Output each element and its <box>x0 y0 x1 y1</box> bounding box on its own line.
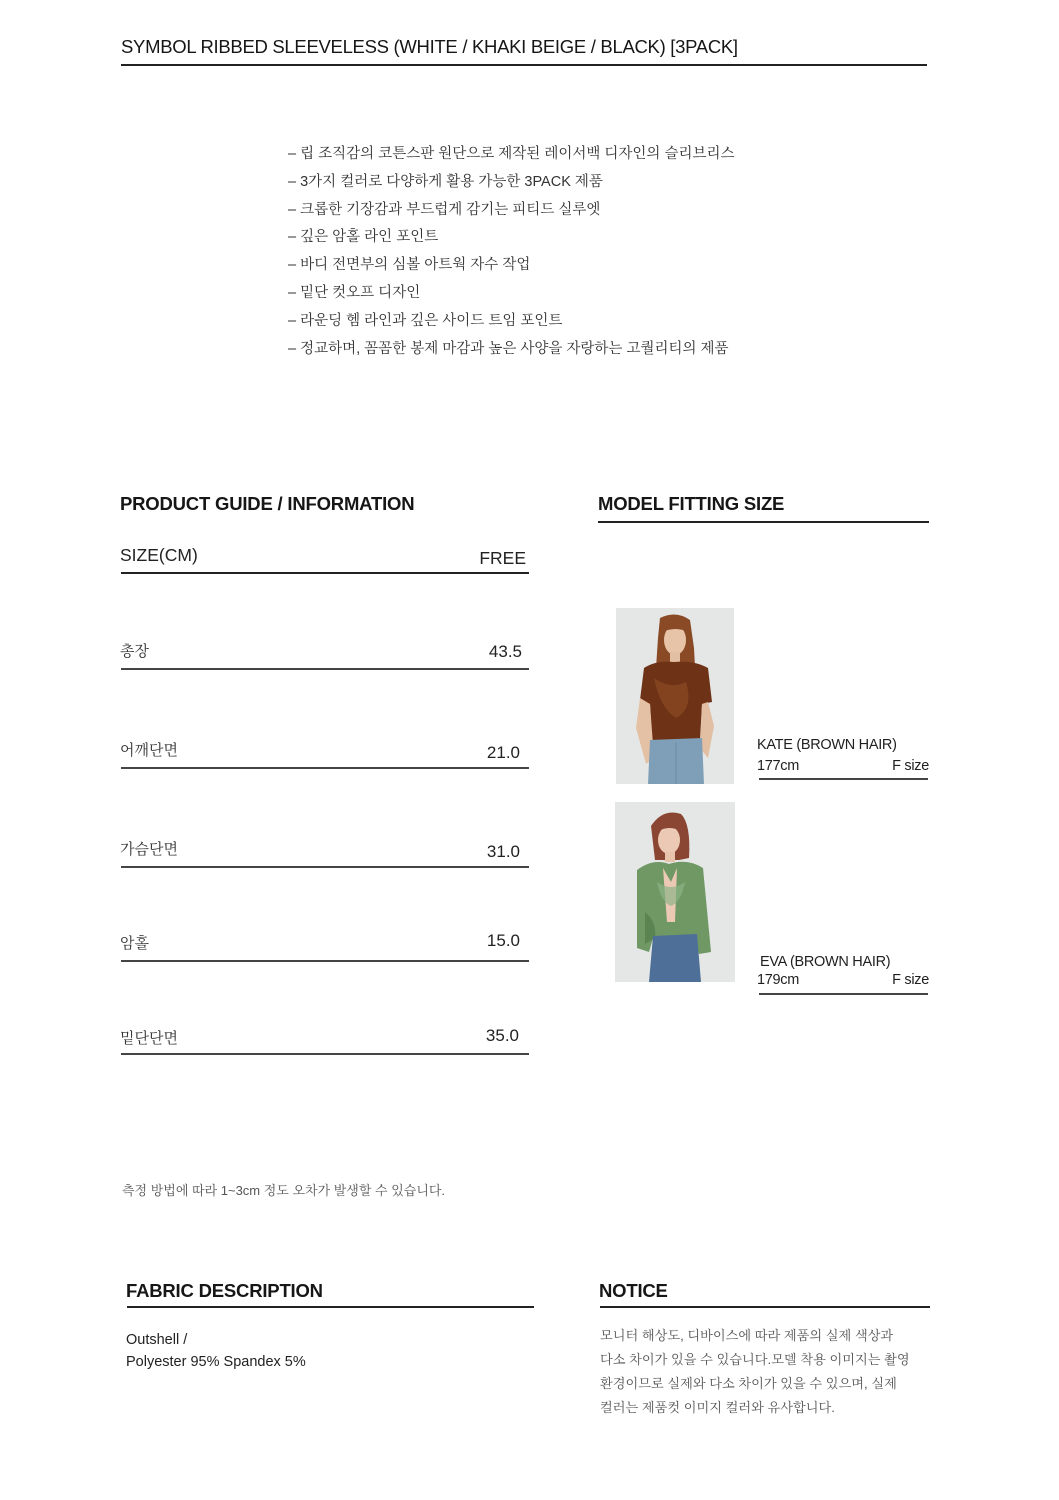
row-label: 암홀 <box>120 935 149 952</box>
model-size: F size <box>892 758 929 774</box>
feature-item: – 정교하며, 꼼꼼한 봉제 마감과 높은 사양을 자랑하는 고퀄리티의 제품 <box>288 340 729 357</box>
feature-item: – 립 조직감의 코튼스판 원단으로 제작된 레이서백 디자인의 슬리브리스 <box>288 146 735 162</box>
row-label: 총장 <box>120 643 149 660</box>
row-value: 43.5 <box>488 642 522 661</box>
feature-item: – 3가지 컬러로 다양하게 활용 가능한 3PACK 제품 <box>288 173 603 190</box>
notice-line: 다소 차이가 있을 수 있습니다.모델 착용 이미지는 촬영 <box>600 1352 910 1367</box>
size-header-rule <box>121 572 529 574</box>
row-value: 15.0 <box>486 931 520 950</box>
fabric-heading: FABRIC DESCRIPTION <box>126 1280 323 1301</box>
notice-heading: NOTICE <box>599 1280 668 1301</box>
model-height: 177cm <box>757 758 800 774</box>
row-divider <box>121 960 529 962</box>
model-name: KATE (BROWN HAIR) <box>757 737 897 753</box>
row-divider <box>121 767 529 769</box>
size-header-label: SIZE(CM) <box>120 545 198 565</box>
feature-list <box>288 141 735 363</box>
fabric-description <box>126 1329 306 1373</box>
notice-text <box>600 1324 910 1420</box>
row-label: 어깨단면 <box>120 742 178 759</box>
model-fitting-rule <box>598 521 929 523</box>
measurement-note: 측정 방법에 따라 1~3cm 정도 오차가 발생할 수 있습니다. <box>122 1183 446 1198</box>
model-divider <box>759 778 928 780</box>
model-photo-eva <box>615 802 735 982</box>
fabric-rule <box>127 1306 534 1308</box>
notice-line: 환경이므로 실제와 다소 차이가 있을 수 있으며, 실제 <box>600 1376 897 1391</box>
model-name: EVA (BROWN HAIR) <box>760 954 891 970</box>
notice-line: 모니터 해상도, 디바이스에 따라 제품의 실제 색상과 <box>600 1328 894 1343</box>
model-divider <box>759 993 928 995</box>
model-photo-eva-illustration <box>615 802 735 982</box>
row-divider <box>121 1053 529 1055</box>
feature-item: – 라운딩 헴 라인과 깊은 사이드 트임 포인트 <box>288 312 563 329</box>
row-divider <box>121 668 529 670</box>
feature-item: – 바디 전면부의 심볼 아트웍 자수 작업 <box>288 257 531 274</box>
fabric-line-2: Polyester 95% Spandex 5% <box>126 1354 306 1370</box>
model-height: 179cm <box>757 972 800 988</box>
row-label: 가슴단면 <box>120 841 178 858</box>
row-value: 21.0 <box>486 743 520 762</box>
row-label: 밑단단면 <box>120 1030 178 1047</box>
fabric-line-1: Outshell / <box>126 1332 188 1348</box>
product-title: SYMBOL RIBBED SLEEVELESS (WHITE / KHAKI BEIGE / BLACK) [3PACK] <box>121 36 738 57</box>
product-guide-heading: PRODUCT GUIDE / INFORMATION <box>120 493 415 514</box>
notice-rule <box>600 1306 930 1308</box>
row-value: 31.0 <box>486 842 520 861</box>
feature-item: – 깊은 암홀 라인 포인트 <box>288 229 439 246</box>
notice-line: 컬러는 제품컷 이미지 컬러와 유사합니다. <box>600 1400 835 1415</box>
feature-item: – 크롭한 기장감과 부드럽게 감기는 피티드 실루엣 <box>288 201 601 218</box>
model-fitting-heading: MODEL FITTING SIZE <box>598 493 785 514</box>
feature-item: – 밑단 컷오프 디자인 <box>288 284 421 301</box>
size-header-value: FREE <box>479 548 526 568</box>
row-divider <box>121 866 529 868</box>
title-divider <box>121 64 927 66</box>
model-size: F size <box>892 972 929 988</box>
row-value: 35.0 <box>485 1026 519 1045</box>
model-photo-kate <box>616 608 734 784</box>
model-photo-kate-illustration <box>616 608 734 784</box>
